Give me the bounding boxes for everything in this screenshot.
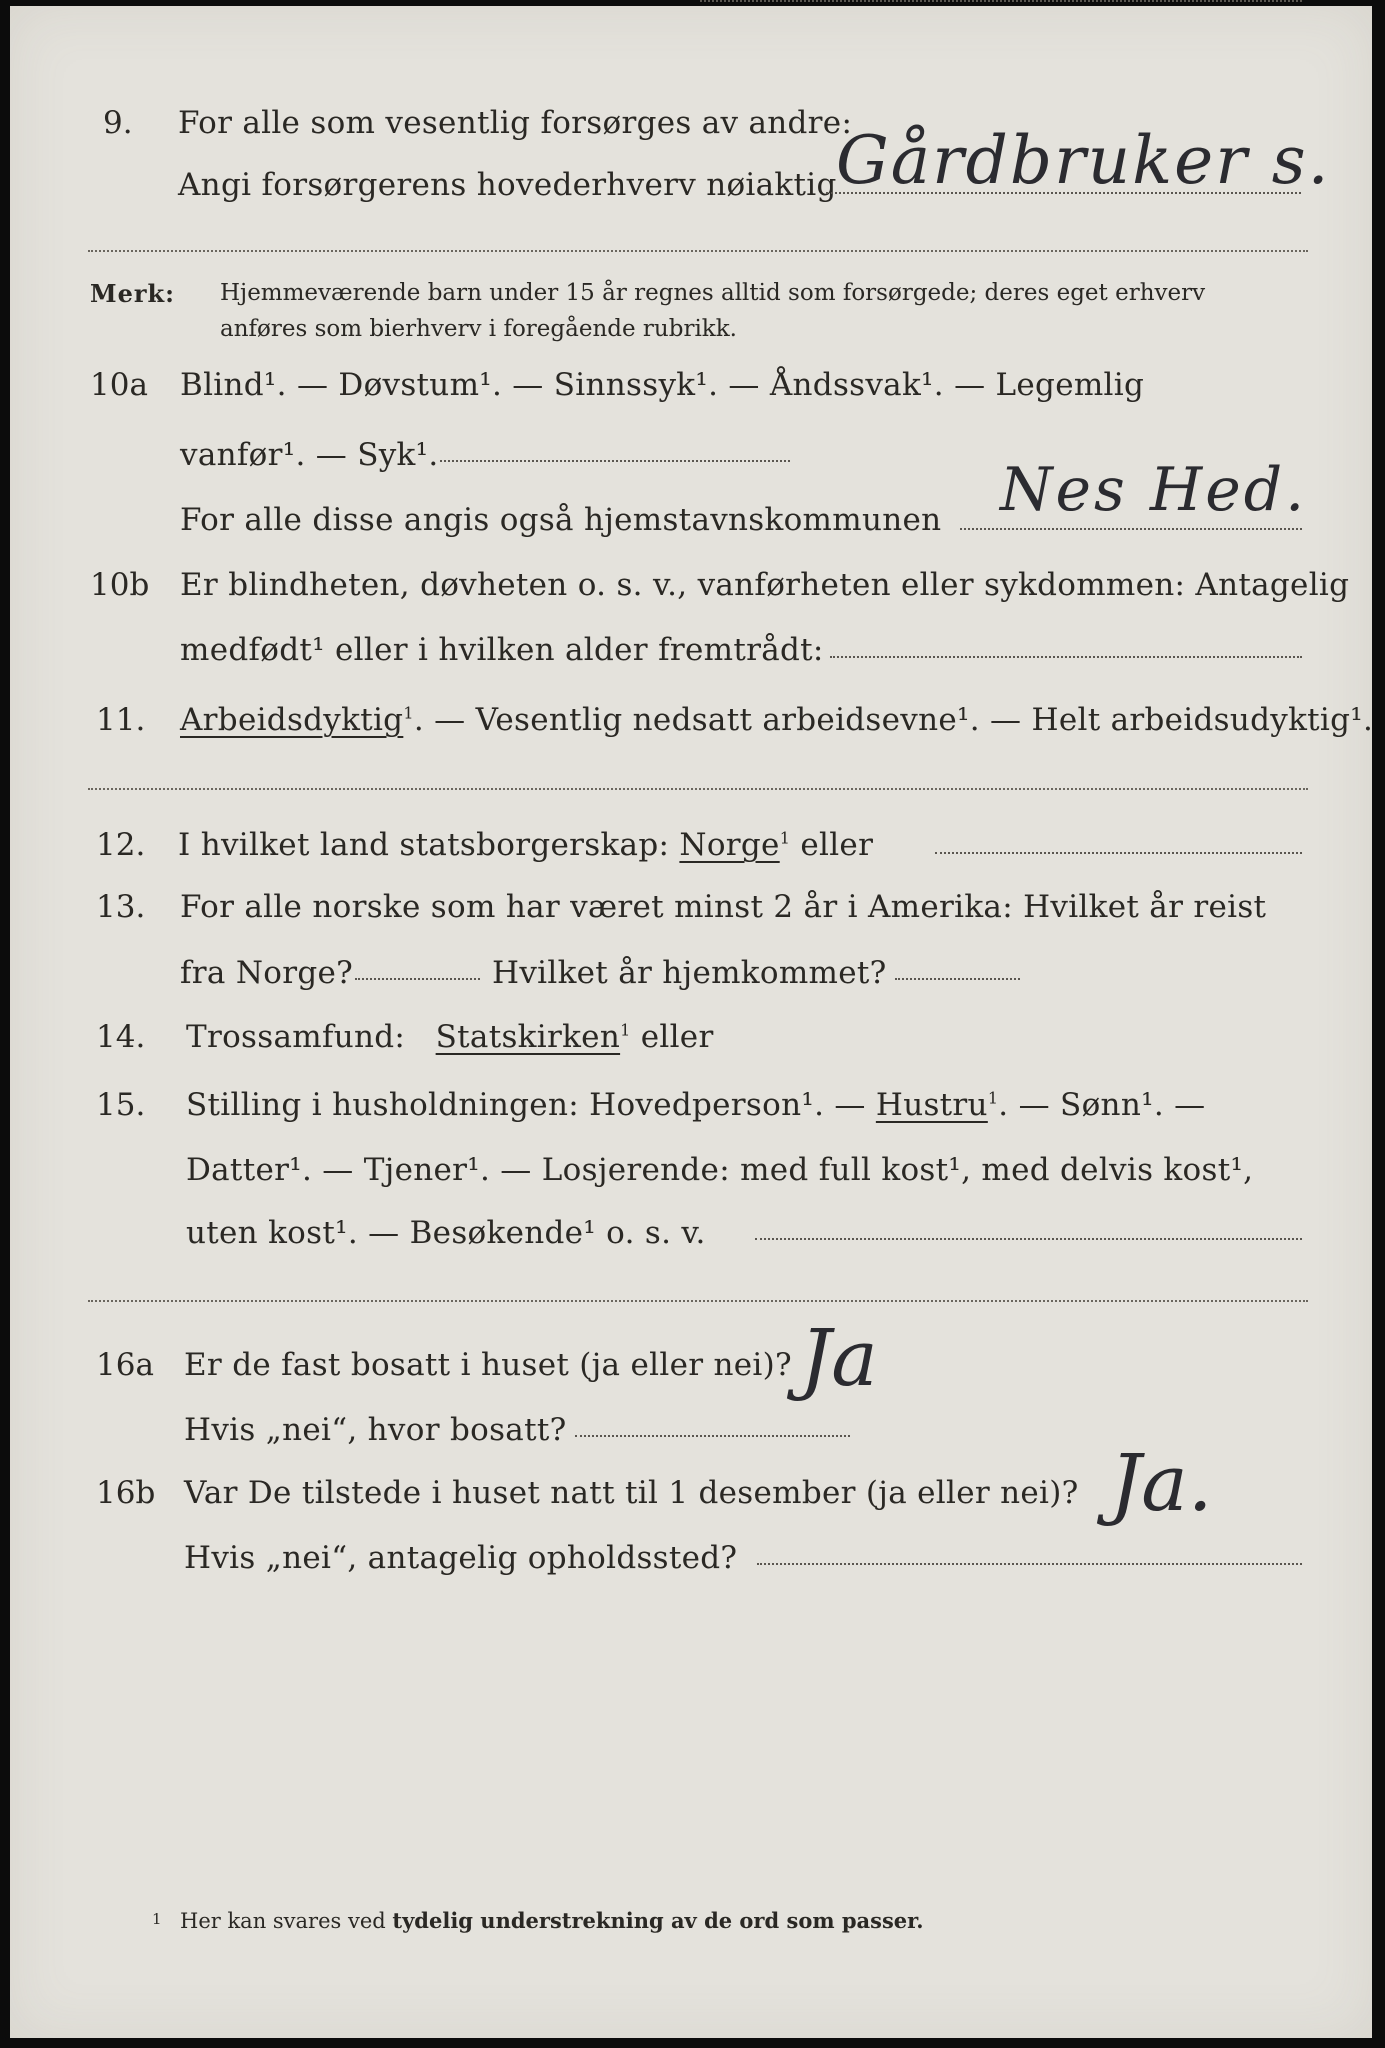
q10a-answer-line: [960, 528, 1302, 530]
q15-option-hustru: Hustru: [875, 1087, 988, 1123]
q12-footnote-mark: 1: [779, 828, 791, 848]
q15-line1: [186, 1087, 1206, 1123]
q16a-line1: Er de fast bosatt i huset (ja eller nei)?: [184, 1347, 792, 1383]
merk-line2: anføres som bierhverv i foregående rubrikk.: [220, 316, 737, 342]
q13-line2b: Hvilket år hjemkommet?: [492, 955, 887, 991]
q16a-handwritten-answer: Ja: [800, 1314, 878, 1404]
q15-line3: uten kost¹. — Besøkende¹ o. s. v.: [186, 1215, 706, 1251]
q16a-line2: Hvis „nei“, hvor bosatt?: [184, 1412, 567, 1448]
q11-option-arbeidsdyktig: Arbeidsdyktig: [180, 702, 404, 738]
q13-number: 13.: [96, 889, 146, 925]
q14-footnote-mark: 1: [620, 1020, 631, 1040]
q9-line2: Angi forsørgerens hovederhverv nøiaktig: [178, 167, 837, 203]
separator-1: [88, 250, 1308, 252]
q10a-handwritten-answer: Nes Hed.: [1000, 455, 1308, 525]
q14-text: Trossamfund:: [186, 1019, 406, 1055]
q16a-number: 16a: [96, 1347, 154, 1383]
q12-answer-line: [935, 852, 1302, 854]
q15-number: 15.: [96, 1087, 146, 1123]
q11-rest: . — Vesentlig nedsatt arbeidsevne¹. — Helt arbeidsudyktig¹.: [413, 702, 1374, 738]
q15-line2: Datter¹. — Tjener¹. — Losjerende: med full kost¹, med delvis kost¹,: [186, 1152, 1254, 1188]
footnote-text1: Her kan svares ved: [180, 1909, 386, 1933]
q12-number: 12.: [96, 827, 146, 863]
q14-line: [186, 1019, 714, 1055]
q16a-bosatt-line: [575, 1435, 850, 1437]
q16b-opholdssted-line: [757, 1563, 1302, 1565]
q9-line1: For alle som vesentlig forsørges av andre:: [178, 105, 853, 141]
q13-hjemkommet-line: [895, 978, 1020, 980]
q14-after: eller: [640, 1019, 714, 1055]
merk-label: Merk:: [90, 279, 175, 308]
separator-2: [88, 788, 1308, 790]
q10a-syk-line: [440, 460, 790, 462]
footnote-text2: tydelig understrekning av de ord som passer.: [392, 1908, 924, 1933]
q12-line: [178, 827, 874, 863]
q14-answer-line: [700, 0, 1302, 2]
q16b-handwritten-answer: Ja.: [1110, 1439, 1213, 1529]
q10a-line1: Blind¹. — Døvstum¹. — Sinnssyk¹. — Åndssvak¹. — Legemlig: [180, 367, 1145, 403]
q10a-number: 10a: [90, 367, 148, 403]
q11-number: 11.: [96, 702, 146, 738]
q9-number: 9.: [103, 105, 133, 141]
q13-line2a: fra Norge?: [180, 955, 354, 991]
separator-3: [88, 1300, 1308, 1302]
q16b-line2: Hvis „nei“, antagelig opholdssted?: [184, 1540, 738, 1576]
q10a-line3: For alle disse angis også hjemstavnskommunen: [180, 502, 942, 538]
q12-text: I hvilket land statsborgerskap:: [178, 827, 670, 863]
merk-line1: Hjemmeværende barn under 15 år regnes alltid som forsørgede; deres eget erhverv: [220, 280, 1206, 306]
footnote-mark: 1: [152, 1910, 162, 1928]
q16b-number: 16b: [96, 1475, 156, 1511]
q15-footnote-mark: 1: [987, 1088, 999, 1108]
q12-option-norge: Norge: [679, 827, 780, 863]
q16b-line1: Var De tilstede i huset natt til 1 desember (ja eller nei)?: [184, 1475, 1079, 1511]
q14-option-statskirken: Statskirken: [435, 1019, 621, 1055]
q10b-answer-line: [830, 656, 1302, 658]
q12-after: eller: [800, 827, 874, 863]
q15-answer-line: [755, 1238, 1302, 1240]
footnote-text: [180, 1910, 924, 1932]
q14-number: 14.: [96, 1019, 146, 1055]
q11-line: [180, 702, 1374, 738]
q13-reist-line: [355, 978, 480, 980]
q11-footnote-mark: 1: [403, 703, 414, 723]
q10b-line1: Er blindheten, døvheten o. s. v., vanførheten eller sykdommen: Antagelig: [180, 567, 1350, 603]
q9-handwritten-answer: Gårdbruker s.: [836, 122, 1331, 199]
q15-line1b: . — Sønn¹. —: [998, 1087, 1206, 1123]
q10a-line2: vanfør¹. — Syk¹.: [180, 437, 439, 473]
q13-line1: For alle norske som har været minst 2 år i Amerika: Hvilket år reist: [180, 889, 1267, 925]
q10b-line2: medfødt¹ eller i hvilken alder fremtrådt:: [180, 632, 824, 668]
q10b-number: 10b: [90, 567, 150, 603]
q15-line1a: Stilling i husholdningen: Hovedperson¹. —: [186, 1087, 866, 1123]
